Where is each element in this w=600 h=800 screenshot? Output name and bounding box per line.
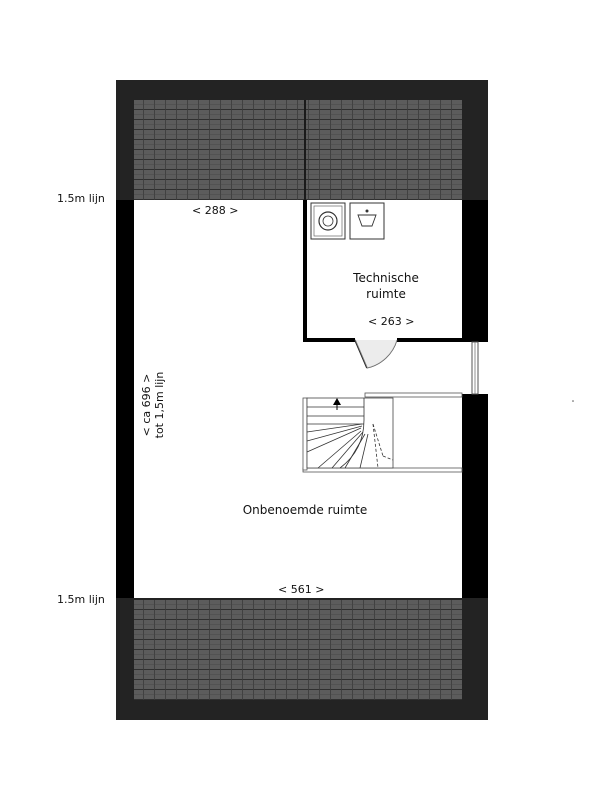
room-technical-line-2: ruimte [366,287,406,301]
walls [116,200,488,598]
room-main: Onbenoemde ruimte [242,503,368,517]
dimension-vertical-line-2: tot 1,5m lijn [153,371,166,439]
dryer [350,203,384,239]
staircase [307,398,393,468]
roof-bottom [116,598,488,720]
dimension-bottom: < 561 > [278,583,325,596]
room-technical-line-1: Technische [353,271,419,285]
line-label-bottom: 1.5m lijn [57,593,105,606]
dimension-top-left: < 288 > [192,204,239,217]
room-technical [336,270,436,302]
stray-dot [572,400,574,402]
roof-top [116,80,488,200]
dimension-tech-bottom: < 263 > [368,315,415,328]
dimension-vertical-line-1: < ca 696 > [140,373,153,437]
washing-machine [311,203,345,239]
line-label-top: 1.5m lijn [57,192,105,205]
tech-room-door [355,340,397,368]
dimension-vertical [140,350,166,460]
